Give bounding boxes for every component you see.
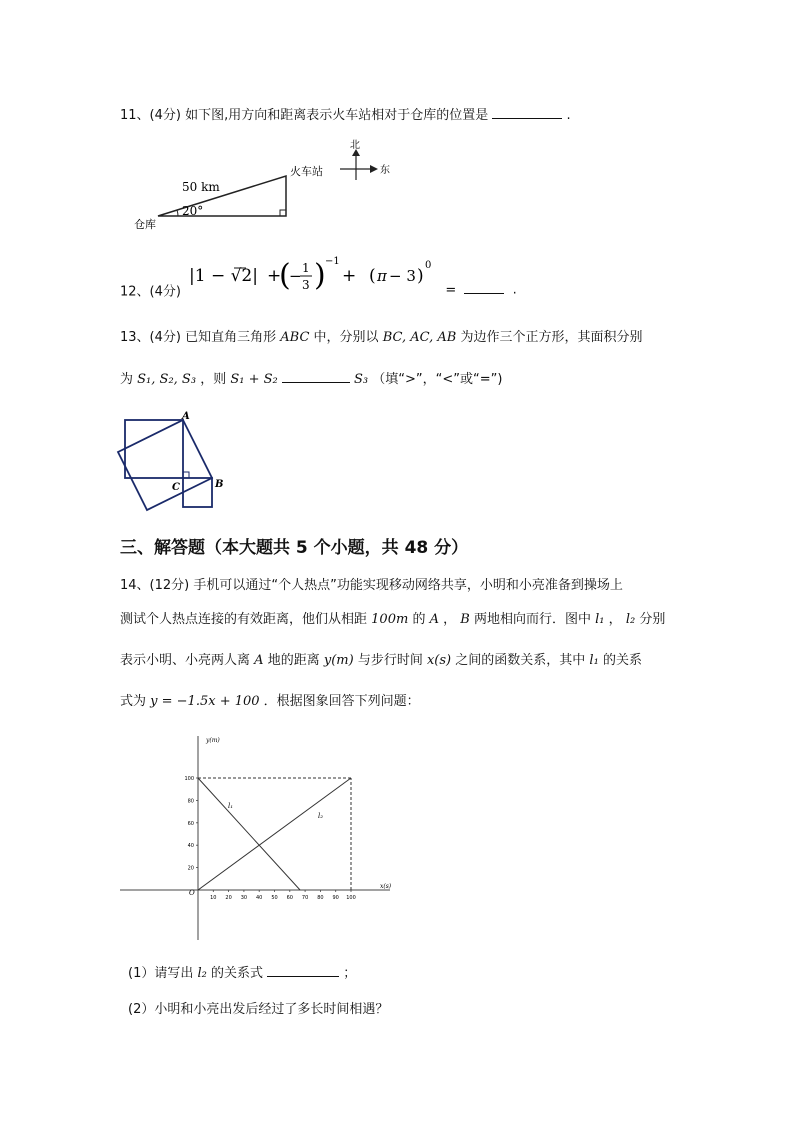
q11-east-label: 东 bbox=[380, 165, 390, 176]
q14-line3 bbox=[120, 649, 642, 668]
q14-l3b: 地的距离 bbox=[267, 653, 320, 668]
q14-l2a: 测试个人热点连接的有效距离，他们从相距 bbox=[120, 612, 368, 627]
x-tick-label: 100 bbox=[346, 895, 356, 901]
q14-l3c: 与步行时间 bbox=[357, 653, 423, 668]
svg-text:0: 0 bbox=[425, 260, 432, 271]
q14-l3a: 表示小明、小亮两人离 bbox=[120, 653, 251, 668]
q13-text-a: 已知直角三角形 bbox=[185, 330, 277, 345]
q14-l4a: 式为 bbox=[120, 694, 147, 709]
q13-s-sum: S₁ + S₂ bbox=[230, 372, 278, 387]
q13-text-c: 为边作三个正方形，其面积分别 bbox=[460, 330, 643, 345]
svg-text:(: ( bbox=[369, 266, 376, 286]
q14-l3e: 的关系 bbox=[602, 653, 642, 668]
q14-l2-symbol: l₂ bbox=[625, 612, 636, 627]
q11-angle-label: 20° bbox=[182, 204, 204, 218]
q14-l3-point-a: A bbox=[254, 653, 264, 668]
section-3-title: 三、解答题（本大题共 5 个小题，共 48 分） bbox=[120, 538, 469, 558]
q11-station-label: 火车站 bbox=[290, 165, 323, 178]
q11-warehouse-label: 仓库 bbox=[134, 218, 156, 231]
q14-text-line1: 手机可以通过“个人热点”功能实现移动网络共享，小明和小亮准备到操场上 bbox=[193, 578, 623, 593]
x-axis-label: x(s) bbox=[380, 883, 392, 890]
q13-figure bbox=[120, 410, 230, 515]
q11-figure bbox=[120, 138, 400, 238]
q14-sub1-answer-blank[interactable] bbox=[267, 963, 339, 977]
y-tick-label: 40 bbox=[187, 843, 194, 850]
x-tick-label: 20 bbox=[225, 895, 232, 901]
svg-text:+: + bbox=[342, 266, 357, 286]
q14-l3-l1-symbol: l₁ bbox=[589, 653, 599, 668]
q11-number: 11、(4分) bbox=[120, 108, 181, 123]
q14-sub1 bbox=[128, 962, 356, 981]
q14-line1 bbox=[120, 574, 623, 593]
q13-answer-blank[interactable] bbox=[282, 369, 350, 383]
y-axis-label: y(m) bbox=[206, 737, 220, 744]
svg-text:): ) bbox=[314, 258, 326, 293]
q14-sub1-c: ； bbox=[343, 966, 357, 981]
q14-number: 14、(12分) bbox=[120, 578, 190, 593]
svg-text:1: 1 bbox=[302, 261, 310, 275]
q14-l4b: ．根据图象回答下列问题： bbox=[263, 694, 420, 709]
x-tick-label: 50 bbox=[271, 895, 278, 901]
svg-text:−: − bbox=[289, 267, 302, 285]
x-tick-label: 60 bbox=[286, 895, 293, 901]
svg-text:+: + bbox=[267, 266, 282, 286]
q14-l2d: 两地相向而行．图中 bbox=[473, 612, 591, 627]
y-tick-label: 80 bbox=[187, 798, 194, 805]
series-line-1 bbox=[198, 778, 300, 890]
series-line-2 bbox=[198, 778, 351, 890]
origin-label: O bbox=[189, 889, 195, 897]
q14-l2e: ， bbox=[608, 612, 622, 627]
q12-expression bbox=[185, 256, 375, 296]
x-tick-label: 70 bbox=[301, 895, 309, 901]
q13-s3: S₃ bbox=[354, 372, 369, 387]
q14-l2b: 的 bbox=[412, 612, 426, 627]
q13-text-b: 中，分别以 bbox=[313, 330, 379, 345]
svg-text:− 3: − 3 bbox=[389, 267, 417, 285]
series-label-2: l₂ bbox=[318, 812, 324, 820]
q11-distance-label: 50 km bbox=[182, 180, 220, 194]
q12-equals: = bbox=[445, 282, 457, 298]
q14-chart bbox=[118, 730, 398, 945]
q14-line2 bbox=[120, 608, 665, 627]
q14-y-var: y(m) bbox=[323, 653, 354, 668]
y-tick-label: 100 bbox=[184, 776, 194, 782]
q13-square-ac bbox=[125, 420, 183, 478]
series-label-1: l₁ bbox=[228, 802, 234, 810]
q11-east-arrowhead bbox=[370, 165, 378, 173]
q13-line2 bbox=[120, 368, 502, 387]
q13-square-ab bbox=[118, 420, 212, 510]
q14-line4 bbox=[120, 690, 420, 709]
q14-point-b: B bbox=[460, 612, 470, 627]
q11-text: 如下图,用方向和距离表示火车站相对于仓库的位置是 bbox=[185, 108, 489, 123]
q14-sub1-b: 的关系式 bbox=[211, 966, 264, 981]
q13-number: 13、(4分) bbox=[120, 330, 181, 345]
q14-point-a: A bbox=[429, 612, 439, 627]
svg-text:(: ( bbox=[279, 258, 291, 293]
q13-s-list: S₁, S₂, S₃ bbox=[137, 372, 197, 387]
q13-square-bc bbox=[183, 478, 212, 507]
svg-text:3: 3 bbox=[302, 278, 310, 292]
q14-x-var: x(s) bbox=[426, 653, 452, 668]
q14-l2f: 分别 bbox=[639, 612, 666, 627]
q14-l1-symbol: l₁ bbox=[595, 612, 605, 627]
q14-sub1-a: (1）请写出 bbox=[128, 966, 194, 981]
q13-line1 bbox=[120, 326, 642, 345]
q14-sub1-l2: l₂ bbox=[197, 966, 207, 981]
q13-label-b: B bbox=[215, 479, 224, 490]
q12-number: 12、(4分) bbox=[120, 284, 181, 300]
svg-text:−1: −1 bbox=[325, 256, 340, 267]
q14-l2c: ， bbox=[443, 612, 457, 627]
x-tick-label: 80 bbox=[317, 895, 324, 901]
q14-sub2: (2）小明和小亮出发后经过了多长时间相遇？ bbox=[128, 1002, 389, 1017]
x-tick-label: 30 bbox=[240, 895, 248, 901]
q13-label-a: A bbox=[182, 411, 190, 422]
q12-line bbox=[120, 256, 517, 300]
q13-sides: BC, AC, AB bbox=[382, 330, 457, 345]
x-tick-label: 10 bbox=[210, 895, 217, 901]
q11-north-label: 北 bbox=[350, 140, 360, 151]
q11-period: . bbox=[566, 108, 571, 123]
q11-answer-blank[interactable] bbox=[492, 105, 562, 119]
q13-label-c: C bbox=[172, 482, 180, 493]
svg-text:|1 − √2|: |1 − √2| bbox=[189, 266, 259, 286]
q13-line2-a: 为 bbox=[120, 372, 134, 387]
svg-text:): ) bbox=[417, 266, 424, 286]
q14-l1-equation: y = −1.5x + 100 bbox=[150, 694, 260, 709]
y-tick-label: 20 bbox=[187, 865, 194, 872]
q14-l3d: 之间的函数关系，其中 bbox=[455, 653, 586, 668]
q13-line2-b: ，则 bbox=[200, 372, 227, 387]
svg-text:π: π bbox=[377, 267, 388, 285]
q14-distance: 100m bbox=[371, 612, 409, 627]
q13-line2-c: （填“>”，“<”或“=”) bbox=[372, 372, 503, 387]
q12-period: . bbox=[512, 282, 517, 298]
y-tick-label: 60 bbox=[187, 820, 194, 827]
x-tick-label: 40 bbox=[256, 895, 263, 901]
q11-angle-arc bbox=[177, 210, 178, 216]
q12-expression-part2 bbox=[369, 256, 439, 296]
q13-triangle-name: ABC bbox=[280, 330, 310, 345]
q12-answer-blank[interactable] bbox=[464, 280, 504, 294]
q11-line bbox=[120, 104, 571, 123]
x-tick-label: 90 bbox=[332, 895, 339, 901]
q11-right-angle-mark bbox=[280, 210, 286, 216]
